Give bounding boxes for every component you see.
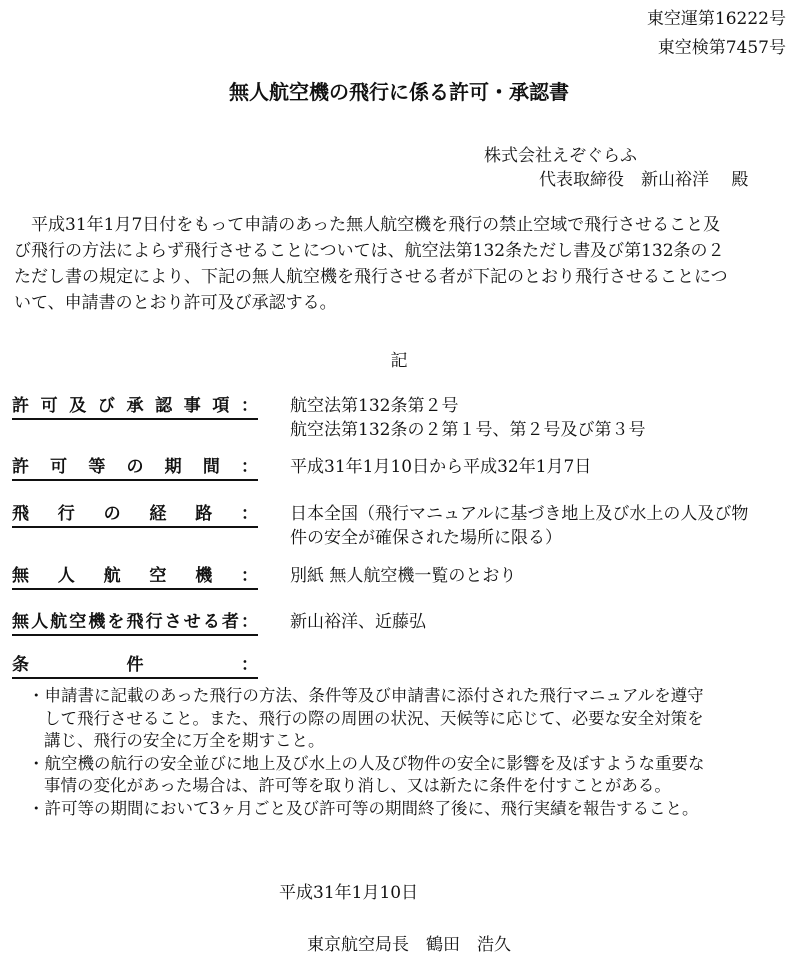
ki-heading: 記 [390,351,408,371]
condition-item-cont: 講じ、飛行の安全に万全を期すこと。 [44,731,325,750]
body-line: ただし書の規定により、下記の無人航空機を飛行させる者が下記のとおり飛行させることにつ [14,267,728,287]
item-label-route: 飛行の経路： [12,503,258,528]
item-value-permission [290,394,645,442]
item-value-line: 航空法第132条の２第１号、第２号及び第３号 [290,420,646,440]
issuer-name: 東京航空局長 鶴田 浩久 [307,935,511,955]
item-label-permission: 許可及び承認事項： [12,395,258,420]
recipient-company: 株式会社えぞぐらふ [484,146,637,166]
reference-number-2: 東空検第7457号 [657,38,786,58]
condition-item: ・申請書に記載のあった飛行の方法、条件等及び申請書に添付された飛行マニュアルを遵守 [28,686,704,705]
item-value-line: 平成31年1月10日から平成32年1月7日 [290,457,592,477]
item-value-route [290,502,748,550]
item-value-line: 件の安全が確保された場所に限る） [290,528,562,548]
item-label-conditions: 条件： [12,654,258,679]
body-line: 平成31年1月7日付をもって申請のあった無人航空機を飛行の禁止空域で飛行させること及 [14,215,721,235]
item-value-aircraft [290,564,516,588]
conditions-list [28,685,705,820]
document-title: 無人航空機の飛行に係る許可・承認書 [229,80,569,104]
item-label-aircraft: 無人航空機： [12,565,258,590]
item-value-line: 日本全国（飛行マニュアルに基づき地上及び水上の人及び物 [290,504,749,524]
body-paragraph [14,212,794,316]
item-label-operators: 無人航空機を飛行させる者： [12,611,258,636]
body-line: び飛行の方法によらず飛行させることについては、航空法第132条ただし書及び第132条の２ [14,241,725,261]
item-value-period [290,455,591,479]
item-label-period: 許可等の期間： [12,456,258,481]
item-value-line: 別紙 無人航空機一覧のとおり [290,566,517,586]
condition-item-cont: して飛行させること。また、飛行の際の周囲の状況、天候等に応じて、必要な安全対策を [44,708,704,728]
recipient-name: 代表取締役 新山裕洋 殿 [539,170,749,190]
condition-item-cont: 事情の変化があった場合は、許可等を取り消し、又は新たに条件を付すことがある。 [44,776,671,795]
item-value-line: 航空法第132条第２号 [290,396,459,416]
reference-number-1: 東空運第16222号 [646,9,786,29]
condition-item: ・許可等の期間において3ヶ月ごと及び許可等の期間終了後に、飛行実績を報告すること。 [28,798,699,818]
condition-item: ・航空機の航行の安全並びに地上及び水上の人及び物件の安全に影響を及ぼすような重要な [28,753,705,773]
item-value-line: 新山裕洋、近藤弘 [290,612,426,632]
item-value-operators [290,610,426,634]
body-line: いて、申請書のとおり許可及び承認する。 [14,293,337,313]
issue-date: 平成31年1月10日 [279,883,419,903]
